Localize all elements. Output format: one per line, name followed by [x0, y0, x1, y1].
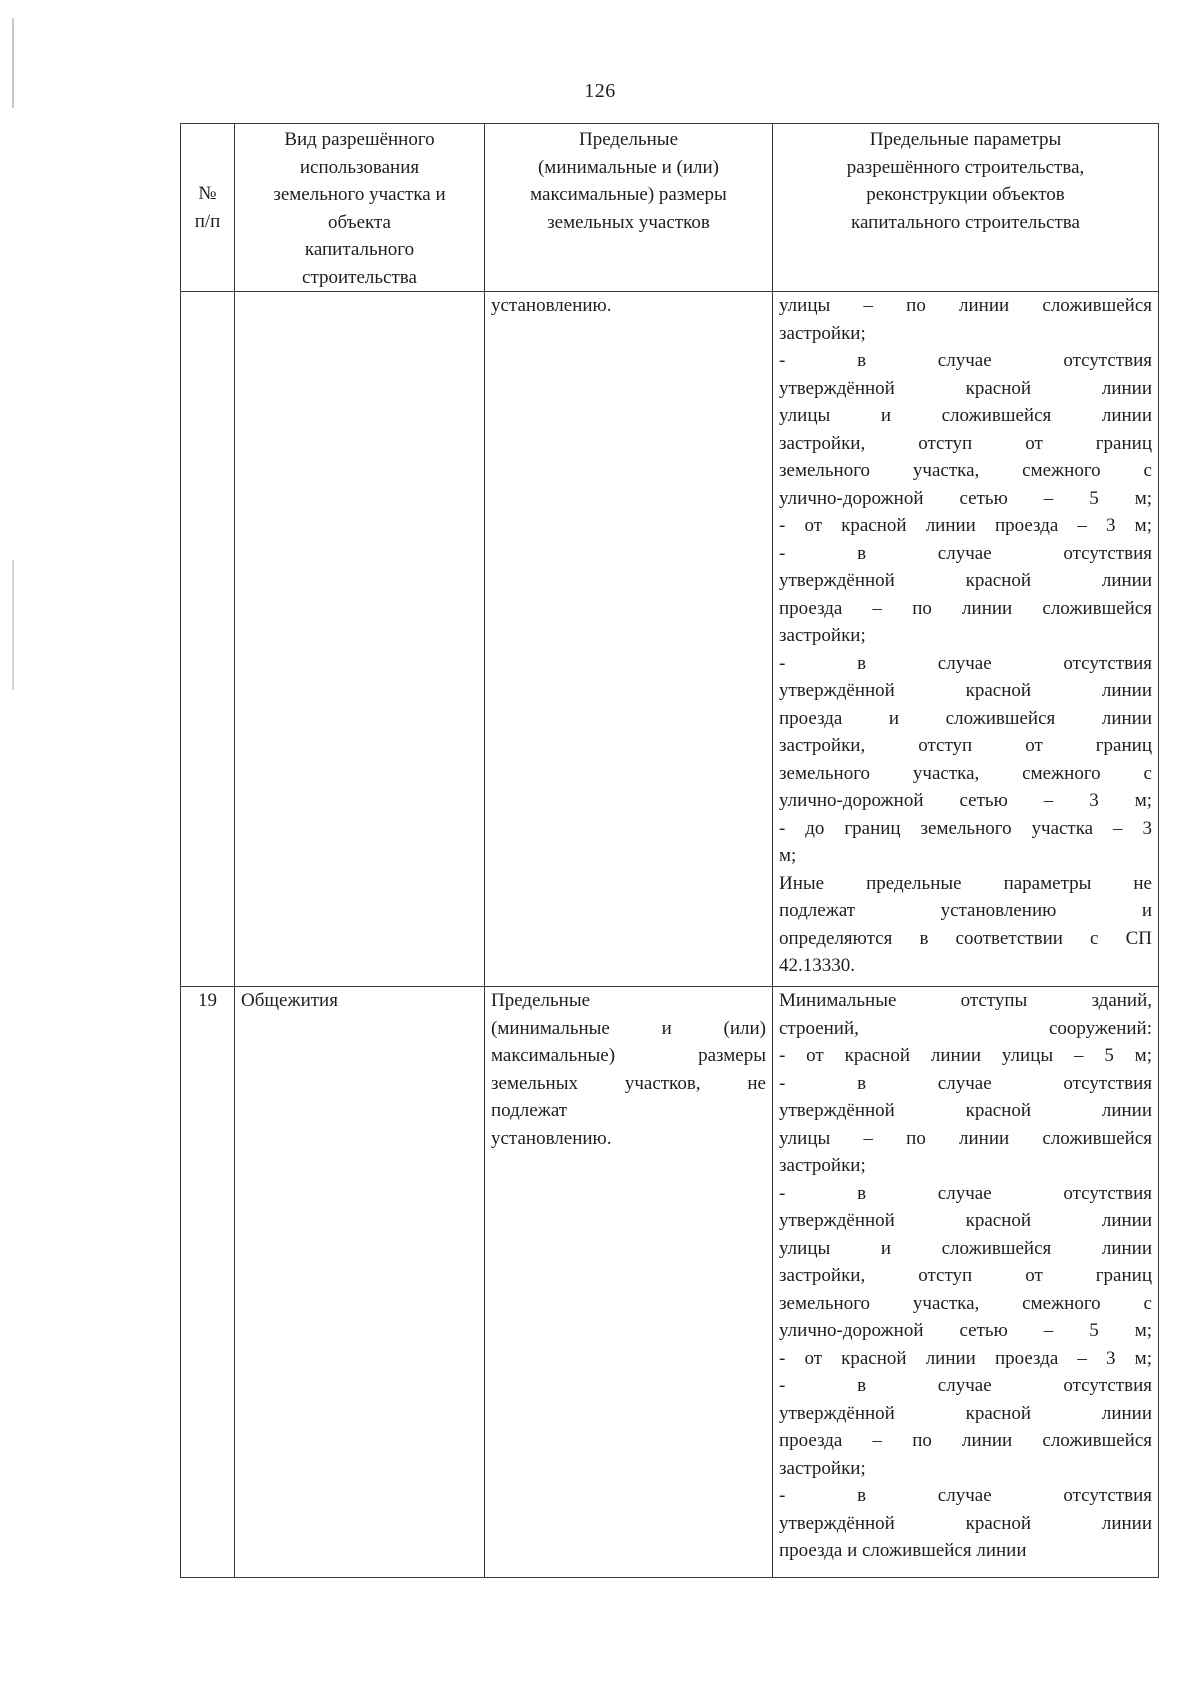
cell-text-line: - в случае отсутствия — [779, 652, 1152, 674]
cell-text-line: - от красной линии проезда – 3 м; — [779, 1347, 1152, 1369]
cell-text-line: - от красной линии улицы – 5 м; — [779, 1045, 1152, 1066]
header-text-line: земельных участков — [547, 211, 710, 233]
cell-text-line: улицы – по линии сложившейся — [779, 295, 1152, 316]
cell-text-line: проезда и сложившейся линии — [779, 1540, 1027, 1561]
land-use-kind-cell — [235, 987, 485, 1578]
cell-text-line: застройки, отступ от границ — [779, 432, 1152, 454]
cell-text-line: застройки; — [779, 1457, 866, 1479]
page-number: 126 — [584, 80, 616, 102]
cell-text-line: утверждённой красной линии — [779, 1100, 1152, 1121]
cell-text-line: застройки; — [779, 322, 866, 344]
land-use-kind-cell — [235, 292, 485, 987]
header-text-line: земельного участка и — [273, 184, 446, 205]
header-text-line: максимальные) размеры — [530, 184, 727, 205]
cell-text-line: земельного участка, смежного с — [779, 1292, 1152, 1314]
header-text-line: п/п — [194, 210, 221, 232]
plot-size-cell — [485, 987, 773, 1578]
cell-text-line: (минимальные и (или) — [491, 1017, 766, 1039]
header-text-line: Предельные — [578, 129, 679, 150]
cell-text-line: м; — [779, 845, 797, 866]
cell-text-line: улично-дорожной сетью – 3 м; — [779, 790, 1152, 811]
cell-text-line: застройки, отступ от границ — [779, 1265, 1152, 1286]
cell-text-line: застройки; — [779, 625, 866, 646]
cell-text-line: - в случае отсутствия — [779, 1182, 1152, 1204]
cell-text-line: утверждённой красной линии — [779, 570, 1152, 591]
cell-text-line: определяются в соответствии с СП — [779, 927, 1152, 949]
cell-text-line: - в случае отсутствия — [779, 1072, 1152, 1094]
cell-text-line: проезда и сложившейся линии — [779, 707, 1152, 729]
header-construction-parameters — [773, 124, 1159, 292]
land-use-table — [180, 123, 1159, 1578]
scan-margin-mark-lower — [12, 560, 14, 690]
cell-text-line: улицы и сложившейся линии — [779, 1237, 1152, 1259]
header-text-line: Предельные параметры — [869, 129, 1062, 150]
cell-text-line: - до границ земельного участка – 3 — [779, 817, 1152, 839]
header-text-line: реконструкции объектов — [866, 184, 1065, 205]
cell-text-line: улично-дорожной сетью – 5 м; — [779, 1320, 1152, 1341]
cell-text-line: утверждённой красной линии — [779, 1512, 1152, 1534]
cell-text-line: - в случае отсутствия — [779, 1375, 1152, 1396]
cell-text-line: земельного участка, смежного с — [779, 762, 1152, 784]
header-text-line: капитального строительства — [851, 211, 1080, 233]
cell-text-line: улично-дорожной сетью – 5 м; — [779, 487, 1152, 509]
header-text-line: (минимальные и (или) — [537, 156, 719, 178]
cell-text-line: проезда – по линии сложившейся — [779, 1430, 1152, 1451]
cell-text-line: - в случае отсутствия — [779, 1485, 1152, 1506]
header-text-line: строительства — [302, 266, 417, 288]
cell-text-line: Минимальные отступы зданий, — [779, 990, 1152, 1011]
construction-parameters-cell — [773, 987, 1159, 1578]
cell-text-line: застройки; — [779, 1155, 866, 1176]
cell-text-line: Иные предельные параметры не — [779, 872, 1152, 894]
cell-text-line: Общежития — [241, 990, 338, 1011]
header-text-line: № — [198, 183, 217, 204]
table-row — [181, 987, 1159, 1578]
cell-text-line: проезда – по линии сложившейся — [779, 597, 1152, 619]
cell-text-line: земельных участков, не — [491, 1072, 766, 1094]
cell-text-line: установлению. — [491, 1127, 612, 1149]
header-text-line: Вид разрешённого — [284, 129, 435, 150]
cell-text-line: Предельные — [491, 990, 591, 1011]
row-number-cell — [181, 292, 235, 987]
cell-text-line: установлению. — [491, 295, 612, 316]
table-row — [181, 292, 1159, 987]
header-text-line: объекта — [328, 211, 391, 233]
cell-text-line: утверждённой красной линии — [779, 1402, 1152, 1424]
construction-parameters-cell — [773, 292, 1159, 987]
cell-text-line: земельного участка, смежного с — [779, 460, 1152, 481]
table-header-row — [181, 124, 1159, 292]
cell-text-line: улицы и сложившейся линии — [779, 405, 1152, 426]
cell-text-line: - в случае отсутствия — [779, 350, 1152, 371]
header-plot-size-limits — [485, 124, 773, 292]
cell-text-line: подлежат установлению и — [779, 900, 1152, 921]
cell-text-line: улицы – по линии сложившейся — [779, 1127, 1152, 1149]
cell-text-line: 42.13330. — [779, 955, 855, 976]
cell-text-line: - в случае отсутствия — [779, 542, 1152, 564]
cell-text-line: утверждённой красной линии — [779, 1210, 1152, 1231]
cell-text-line: подлежат — [491, 1100, 568, 1121]
cell-text-line: утверждённой красной линии — [779, 680, 1152, 701]
row-number-cell: 19 — [181, 987, 235, 1578]
cell-text-line: - от красной линии проезда – 3 м; — [779, 515, 1152, 536]
cell-text-line: строений, сооружений: — [779, 1017, 1152, 1039]
cell-text-line: утверждённой красной линии — [779, 377, 1152, 399]
cell-text-line: максимальные) размеры — [491, 1045, 766, 1066]
cell-text-line: застройки, отступ от границ — [779, 735, 1152, 756]
header-text-line: разрешённого строительства, — [846, 156, 1085, 178]
plot-size-cell — [485, 292, 773, 987]
header-text-line: использования — [299, 156, 420, 178]
header-land-use-kind — [235, 124, 485, 292]
header-number — [181, 124, 235, 292]
header-text-line: капитального — [304, 239, 415, 260]
